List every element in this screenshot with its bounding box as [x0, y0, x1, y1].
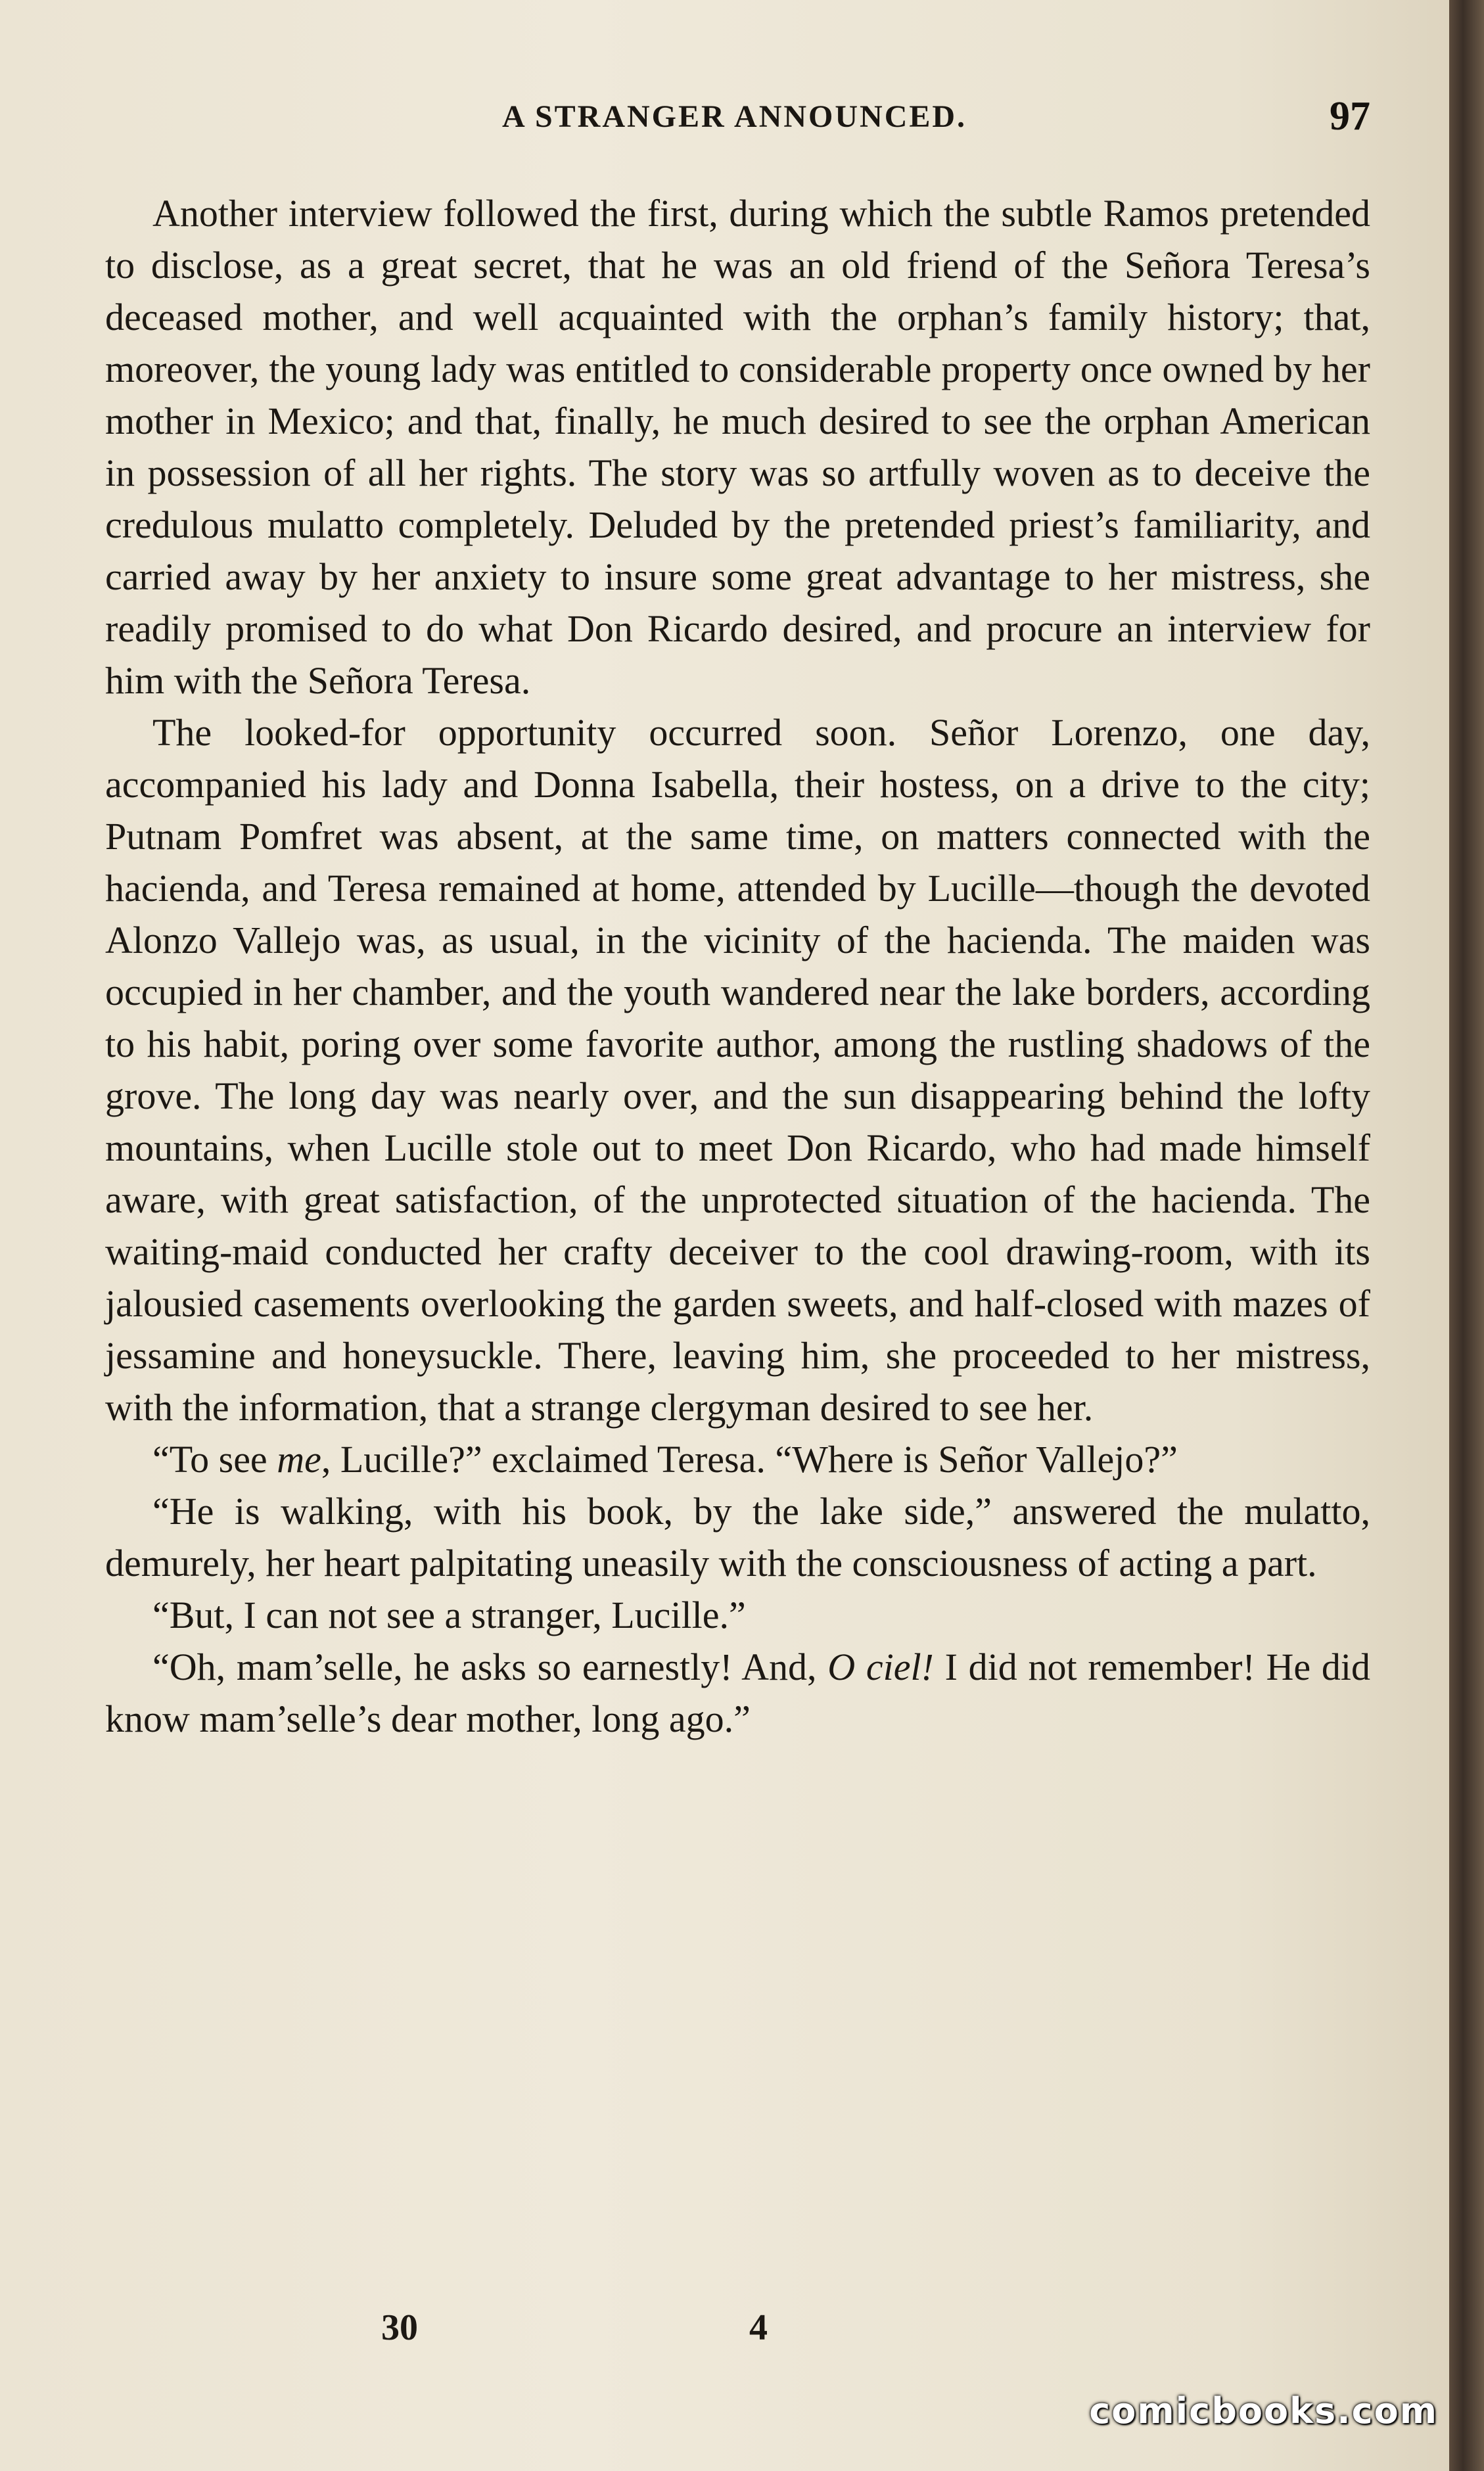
dialogue-emphasis: O ciel! [827, 1646, 934, 1688]
watermark-logo: comicbooks.com [1089, 2390, 1438, 2432]
dialogue-paragraph [105, 1433, 1370, 1485]
dialogue-text: “To see [152, 1438, 277, 1481]
page-header [99, 94, 1370, 151]
running-head: A STRANGER ANNOUNCED. [501, 99, 967, 134]
signature-mark: 30 [381, 2307, 418, 2348]
page-number: 97 [1330, 94, 1370, 139]
dialogue-emphasis: me [277, 1438, 321, 1481]
dialogue-paragraph [105, 1641, 1370, 1745]
page-body [105, 187, 1370, 1745]
dialogue-text: I did not remember! He did know mam’selle’s dear mother, long ago.” [105, 1646, 1370, 1740]
dialogue-text: , Lucille?” exclaimed Teresa. “Where is Señor Vallejo?” [321, 1438, 1178, 1481]
page-footer [105, 2307, 1370, 2366]
dialogue-paragraph: “He is walking, with his book, by the lake side,” answered the mulatto, demurely, her heart palpitating uneasily with the consciousness of acting a part. [105, 1490, 1370, 1584]
signature-number: 4 [749, 2307, 768, 2348]
dialogue-text: “Oh, mam’selle, he asks so earnestly! And, [152, 1646, 828, 1688]
paragraph: The looked-for opportunity occurred soon. Señor Lorenzo, one day, accompanied his lady and Donna Isabella, their hostess, on a drive to the city; Putnam Pomfret was absent, at the same time, on matters connected with the hacienda, and Teresa remained at home, attended by Lucille—though the devoted Alonzo Vallejo was, as usual, in the vicinity of the hacienda. The maiden was occupied in her chamber, and the youth wandered near the lake borders, according to his habit, poring over some favorite author, among the rustling shadows of the grove. The long day was nearly over, and the sun disappearing behind the lofty mountains, when Lucille stole out to meet Don Ricardo, who had made himself aware, with great satisfaction, of the unprotected situation of the hacienda. The waiting-maid conducted her crafty deceiver to the cool drawing-room, with its jalousied casements overlooking the garden sweets, and half-closed with mazes of jessamine and honeysuckle. There, leaving him, she proceeded to her mistress, with the information, that a strange clergyman desired to see her. [105, 711, 1370, 1429]
dialogue-paragraph: “But, I can not see a stranger, Lucille.” [152, 1594, 746, 1636]
book-spine [1449, 0, 1484, 2471]
paragraph: Another interview followed the first, during which the subtle Ramos pretended to disclose, as a great secret, that he was an old friend of the Señora Teresa’s deceased mother, and well acquainted with the orphan’s family history; that, moreover, the young lady was entitled to considerable property once owned by her mother in Mexico; and that, finally, he much desired to see the orphan American in possession of all her rights. The story was so artfully woven as to deceive the credulous mulatto completely. Deluded by the pretended priest’s familiarity, and carried away by her anxiety to insure some great advantage to her mistress, she readily promised to do what Don Ricardo desired, and procure an interview for him with the Señora Teresa. [105, 192, 1370, 702]
